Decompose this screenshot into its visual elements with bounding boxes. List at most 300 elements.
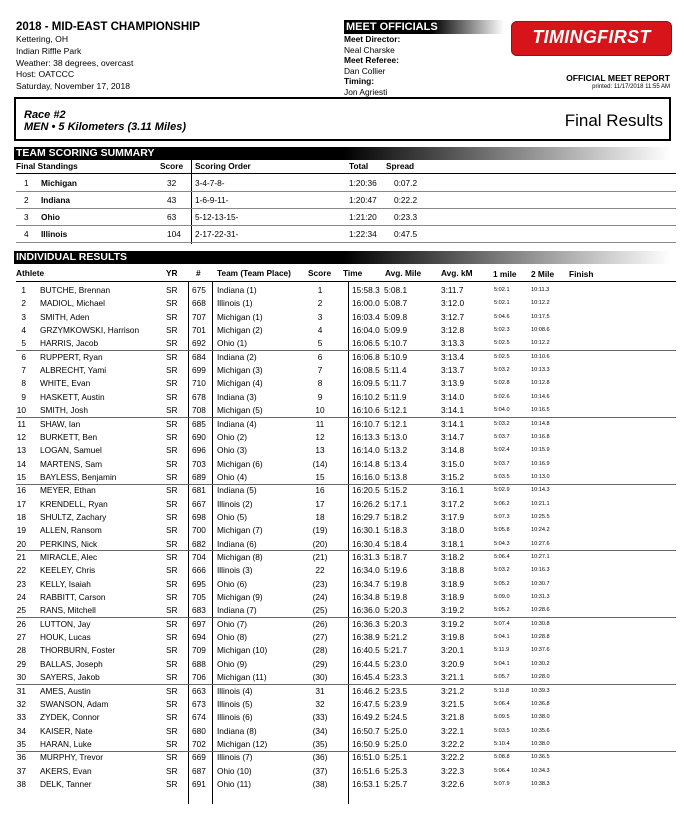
athlete-row	[0, 738, 684, 751]
athlete-avg-km: 3:18.8	[441, 565, 465, 576]
athlete-score: 8	[317, 378, 323, 389]
athlete-year: SR	[166, 405, 178, 416]
col-team-place: Team (Team Place)	[217, 268, 291, 278]
team-score: 43	[167, 195, 177, 205]
team-name: Michigan	[41, 178, 77, 188]
athlete-year: SR	[166, 592, 178, 603]
athlete-row	[0, 524, 684, 537]
athlete-place: 22	[16, 565, 26, 576]
athlete-2mile: 10:12.2	[531, 300, 550, 307]
col-avg-mile: Avg. Mile	[385, 268, 422, 278]
athlete-bib: 703	[192, 458, 206, 469]
athlete-score: 5	[317, 338, 323, 349]
athlete-year: SR	[166, 605, 178, 616]
team-row	[0, 192, 684, 209]
athlete-1mile: 5:02.5	[494, 340, 510, 347]
athlete-bib: 696	[192, 445, 206, 456]
team-scoring-order: 5-12-13-15-	[195, 212, 239, 222]
athlete-1mile: 5:05.2	[494, 607, 510, 614]
athlete-name: HOUK, Lucas	[40, 632, 91, 643]
athlete-avg-km: 3:21.1	[441, 672, 465, 683]
athlete-row	[0, 618, 684, 631]
athlete-year: SR	[166, 485, 178, 496]
athlete-2mile: 10:25.5	[531, 513, 550, 520]
athlete-row	[0, 658, 684, 671]
athlete-avg-mile: 5:25.1	[384, 752, 408, 763]
athlete-score: (19)	[312, 525, 328, 536]
athlete-row	[0, 751, 684, 764]
athlete-time: 16:14.8	[352, 458, 380, 469]
athlete-1mile: 5:11.9	[494, 647, 510, 654]
athlete-score: 13	[315, 445, 325, 456]
athlete-bib: 669	[192, 752, 206, 763]
athlete-year: SR	[166, 391, 178, 402]
team-row-rule	[16, 242, 676, 243]
athlete-score: (24)	[312, 592, 328, 603]
athlete-place: 30	[16, 672, 26, 683]
athlete-score: 6	[317, 351, 323, 362]
athlete-team: Illinois (5)	[217, 698, 253, 709]
athlete-2mile: 10:34.3	[531, 767, 550, 774]
athlete-avg-mile: 5:19.6	[384, 565, 408, 576]
athlete-place: 2	[21, 298, 26, 309]
logo-part2: FIRST	[597, 27, 651, 47]
athlete-avg-km: 3:21.2	[441, 685, 465, 696]
athlete-time: 16:10.6	[352, 405, 380, 416]
athlete-bib: 675	[192, 285, 206, 295]
athlete-year: SR	[166, 658, 178, 669]
athlete-place: 3	[21, 311, 26, 322]
athlete-score: (29)	[312, 658, 328, 669]
athlete-score: (27)	[312, 632, 328, 643]
athlete-team: Ohio (5)	[217, 511, 247, 522]
athlete-bib: 683	[192, 605, 206, 616]
meet-title: 2018 - MID-EAST CHAMPIONSHIP	[16, 21, 201, 33]
athlete-1mile: 5:07.3	[494, 513, 510, 520]
athlete-team: Illinois (1)	[217, 298, 253, 309]
athlete-bib: 668	[192, 298, 206, 309]
athlete-year: SR	[166, 498, 178, 509]
athlete-year: SR	[166, 672, 178, 683]
athlete-bib: 680	[192, 725, 206, 736]
athlete-year: SR	[166, 445, 178, 456]
athlete-bib: 702	[192, 738, 206, 749]
athlete-avg-km: 3:15.0	[441, 458, 465, 469]
athlete-score: (34)	[312, 725, 328, 736]
athlete-name: GRZYMKOWSKI, Harrison	[40, 325, 140, 336]
athlete-row	[0, 484, 684, 497]
athlete-bib: 704	[192, 552, 206, 562]
athlete-row	[0, 444, 684, 457]
meet-host: Host: OATCCC	[16, 69, 75, 80]
athlete-avg-km: 3:18.9	[441, 578, 465, 589]
athlete-year: SR	[166, 552, 178, 562]
athlete-avg-km: 3:14.7	[441, 431, 465, 442]
athlete-name: MEYER, Ethan	[40, 485, 96, 496]
athlete-bib: 700	[192, 525, 206, 536]
athlete-place: 36	[16, 752, 26, 763]
athlete-avg-mile: 5:25.0	[384, 725, 408, 736]
athlete-avg-mile: 5:23.5	[384, 685, 408, 696]
athlete-time: 16:20.5	[352, 485, 380, 496]
team-spread: 0:23.3	[394, 212, 418, 222]
athlete-name: DELK, Tanner	[40, 778, 92, 789]
athlete-name: LOGAN, Samuel	[40, 445, 102, 456]
athlete-year: SR	[166, 525, 178, 536]
official-meet-report-label: OFFICIAL MEET REPORT	[566, 73, 670, 83]
athlete-name: RABBITT, Carson	[40, 592, 106, 603]
team-spread: 0:22.2	[394, 195, 418, 205]
athlete-2mile: 10:38.0	[531, 740, 550, 747]
athlete-score: (35)	[312, 738, 328, 749]
team-spread: 0:07.2	[394, 178, 418, 188]
athlete-name: MIRACLE, Alec	[40, 552, 98, 562]
athlete-place: 15	[16, 471, 26, 482]
race-number: Race #2	[24, 109, 66, 121]
athlete-time: 16:36.0	[352, 605, 380, 616]
meet-city: Kettering, OH	[16, 34, 69, 44]
athlete-time: 16:44.5	[352, 658, 380, 669]
athlete-bib: 698	[192, 511, 206, 522]
athlete-place: 16	[16, 485, 26, 496]
athlete-time: 16:51.0	[352, 752, 380, 763]
athlete-avg-km: 3:13.9	[441, 378, 465, 389]
athlete-year: SR	[166, 378, 178, 389]
athlete-year: SR	[166, 752, 178, 763]
athlete-place: 9	[21, 391, 26, 402]
athlete-2mile: 10:14.6	[531, 393, 550, 400]
athlete-row	[0, 324, 684, 337]
athlete-row	[0, 725, 684, 738]
athlete-name: MADIOL, Michael	[40, 298, 106, 309]
athlete-bib: 667	[192, 498, 206, 509]
athlete-2mile: 10:35.6	[531, 727, 550, 734]
team-place: 1	[24, 178, 29, 188]
athlete-1mile: 5:04.1	[494, 660, 510, 667]
athlete-team: Michigan (7)	[217, 525, 263, 536]
athlete-team: Michigan (4)	[217, 378, 263, 389]
athlete-row	[0, 591, 684, 604]
athlete-place: 5	[21, 338, 26, 349]
athlete-team: Michigan (9)	[217, 592, 263, 603]
athlete-avg-km: 3:18.0	[441, 525, 465, 536]
athlete-place: 4	[21, 325, 26, 336]
athlete-avg-mile: 5:17.1	[384, 498, 408, 509]
athlete-avg-km: 3:13.3	[441, 338, 465, 349]
athlete-time: 16:13.3	[352, 431, 380, 442]
referee-name: Dan Collier	[344, 65, 386, 76]
athlete-name: AKERS, Evan	[40, 765, 92, 776]
athlete-avg-km: 3:14.1	[441, 405, 465, 416]
athlete-2mile: 10:31.3	[531, 594, 550, 601]
athlete-year: SR	[166, 511, 178, 522]
athlete-year: SR	[166, 418, 178, 429]
athlete-row	[0, 604, 684, 617]
officials-header: MEET OFFICIALS	[344, 20, 504, 34]
athlete-name: SMITH, Aden	[40, 311, 90, 322]
athlete-1mile: 5:04.0	[494, 407, 510, 414]
athlete-2mile: 10:10.6	[531, 353, 550, 360]
athlete-bib: 707	[192, 311, 206, 322]
athlete-row	[0, 711, 684, 724]
athlete-avg-mile: 5:20.3	[384, 618, 408, 629]
athlete-avg-km: 3:12.0	[441, 298, 465, 309]
athlete-place: 13	[16, 445, 26, 456]
team-scoring-order: 1-6-9-11-	[195, 195, 229, 205]
athlete-1mile: 5:02.4	[494, 447, 510, 454]
athlete-avg-mile: 5:23.0	[384, 658, 408, 669]
athlete-score: (20)	[312, 538, 328, 549]
athlete-avg-mile: 5:20.3	[384, 605, 408, 616]
athlete-time: 16:26.2	[352, 498, 380, 509]
athlete-name: BAYLESS, Benjamin	[40, 471, 117, 482]
athlete-avg-mile: 5:25.7	[384, 778, 408, 789]
athlete-score: 12	[315, 431, 325, 442]
athlete-place: 24	[16, 592, 26, 603]
athlete-place: 28	[16, 645, 26, 656]
athlete-year: SR	[166, 738, 178, 749]
athlete-place: 14	[16, 458, 26, 469]
team-score: 63	[167, 212, 177, 222]
col-yr: YR	[166, 268, 178, 278]
athlete-time: 16:53.1	[352, 778, 380, 789]
athlete-avg-km: 3:18.9	[441, 592, 465, 603]
col-2-mile: 2 Mile	[531, 269, 555, 279]
athlete-1mile: 5:08.8	[494, 754, 510, 761]
athlete-name: HARAN, Luke	[40, 738, 92, 749]
athlete-place: 34	[16, 725, 26, 736]
athlete-score: 32	[315, 698, 325, 709]
athlete-avg-km: 3:13.7	[441, 365, 465, 376]
athlete-place: 25	[16, 605, 26, 616]
col-bib: #	[196, 268, 201, 278]
athlete-bib: 682	[192, 538, 206, 549]
athlete-time: 16:08.5	[352, 365, 380, 376]
athlete-name: SHULTZ, Zachary	[40, 511, 107, 522]
meet-weather: Weather: 38 degrees, overcast	[16, 57, 134, 68]
athlete-1mile: 5:02.9	[494, 487, 510, 494]
athlete-score: (30)	[312, 672, 328, 683]
athlete-bib: 694	[192, 632, 206, 643]
athlete-place: 17	[16, 498, 26, 509]
athlete-avg-mile: 5:13.0	[384, 431, 408, 442]
athlete-score: 18	[315, 511, 325, 522]
athlete-avg-km: 3:14.0	[441, 391, 465, 402]
athlete-row	[0, 671, 684, 684]
athlete-avg-mile: 5:18.3	[384, 525, 408, 536]
athlete-team: Ohio (10)	[217, 765, 252, 776]
athlete-name: SAYERS, Jakob	[40, 672, 100, 683]
athlete-name: LUTTON, Jay	[40, 618, 91, 629]
athlete-2mile: 10:30.2	[531, 660, 550, 667]
athlete-avg-mile: 5:23.3	[384, 672, 408, 683]
athlete-1mile: 5:02.1	[494, 300, 510, 307]
athlete-row	[0, 404, 684, 417]
athlete-avg-mile: 5:24.5	[384, 712, 408, 723]
athlete-avg-km: 3:22.2	[441, 738, 465, 749]
athlete-avg-km: 3:19.2	[441, 618, 465, 629]
athlete-2mile: 10:36.5	[531, 754, 550, 761]
athlete-name: MARTENS, Sam	[40, 458, 103, 469]
athlete-year: SR	[166, 685, 178, 696]
athlete-2mile: 10:39.3	[531, 687, 550, 694]
athlete-1mile: 5:06.4	[494, 700, 510, 707]
athlete-team: Ohio (7)	[217, 618, 247, 629]
athlete-1mile: 5:06.2	[494, 500, 510, 507]
athlete-1mile: 5:03.7	[494, 460, 510, 467]
col-time: Time	[343, 268, 363, 278]
athlete-row	[0, 564, 684, 577]
athlete-team: Michigan (5)	[217, 405, 263, 416]
athlete-place: 19	[16, 525, 26, 536]
athlete-bib: 692	[192, 338, 206, 349]
athlete-year: SR	[166, 285, 178, 295]
athlete-2mile: 10:12.2	[531, 340, 550, 347]
athlete-name: HASKETT, Austin	[40, 391, 105, 402]
director-label: Meet Director:	[344, 34, 401, 44]
athlete-name: PERKINS, Nick	[40, 538, 98, 549]
team-total: 1:22:34	[349, 229, 377, 239]
athlete-2mile: 10:24.2	[531, 527, 550, 534]
athlete-team: Ohio (3)	[217, 445, 247, 456]
race-box	[14, 97, 671, 141]
athlete-row	[0, 284, 684, 297]
referee-label: Meet Referee:	[344, 55, 399, 66]
director-name: Neal Charske	[344, 44, 395, 55]
athlete-name: SWANSON, Adam	[40, 698, 109, 709]
athlete-avg-mile: 5:09.8	[384, 311, 408, 322]
timing-label: Timing:	[344, 76, 375, 87]
athlete-name: AMES, Austin	[40, 685, 91, 696]
athlete-avg-km: 3:19.2	[441, 605, 465, 616]
athlete-team: Illinois (6)	[217, 712, 253, 723]
athlete-row	[0, 311, 684, 324]
athlete-avg-km: 3:14.1	[441, 418, 465, 429]
athlete-1mile: 5:07.9	[494, 780, 510, 787]
athlete-name: ZYDEK, Connor	[40, 712, 100, 723]
athlete-avg-mile: 5:11.9	[384, 391, 407, 402]
individual-results-header: INDIVIDUAL RESULTS	[14, 251, 671, 264]
athlete-1mile: 5:02.8	[494, 380, 510, 387]
athlete-avg-mile: 5:13.4	[384, 458, 408, 469]
athlete-row	[0, 498, 684, 511]
athlete-2mile: 10:36.8	[531, 700, 550, 707]
athlete-bib: 697	[192, 618, 206, 629]
athlete-place: 27	[16, 632, 26, 643]
athlete-avg-mile: 5:12.1	[384, 405, 408, 416]
athlete-time: 16:09.5	[352, 378, 380, 389]
athlete-year: SR	[166, 351, 178, 362]
col-athlete: Athlete	[16, 268, 45, 278]
athlete-avg-mile: 5:12.1	[384, 418, 408, 429]
athlete-team: Michigan (10)	[217, 645, 268, 656]
athlete-score: (33)	[312, 712, 328, 723]
athlete-row	[0, 551, 684, 564]
athlete-score: (28)	[312, 645, 328, 656]
athlete-bib: 690	[192, 431, 206, 442]
team-score: 32	[167, 178, 177, 188]
athlete-team: Ohio (8)	[217, 632, 247, 643]
athlete-time: 16:10.2	[352, 391, 380, 402]
athlete-bib: 673	[192, 698, 206, 709]
athlete-name: RUPPERT, Ryan	[40, 351, 103, 362]
athlete-year: SR	[166, 458, 178, 469]
team-total: 1:20:47	[349, 195, 377, 205]
athlete-time: 16:38.9	[352, 632, 380, 643]
athlete-row	[0, 578, 684, 591]
athlete-team: Indiana (2)	[217, 351, 257, 362]
athlete-year: SR	[166, 698, 178, 709]
meet-venue: Indian Riffle Park	[16, 45, 82, 56]
athlete-score: 1	[317, 285, 323, 295]
athlete-name: KRENDELL, Ryan	[40, 498, 108, 509]
athlete-year: SR	[166, 725, 178, 736]
athlete-1mile: 5:11.8	[494, 687, 510, 694]
athlete-place: 23	[16, 578, 26, 589]
athlete-row	[0, 418, 684, 431]
athlete-row	[0, 765, 684, 778]
athlete-year: SR	[166, 712, 178, 723]
athlete-1mile: 5:03.5	[494, 727, 510, 734]
athlete-team: Michigan (11)	[217, 672, 267, 683]
athlete-time: 16:34.7	[352, 578, 380, 589]
athlete-score: 7	[317, 365, 323, 376]
athlete-score: 17	[315, 498, 325, 509]
meet-officials	[344, 20, 504, 98]
athlete-avg-km: 3:22.1	[441, 725, 465, 736]
athlete-row	[0, 431, 684, 444]
team-score: 104	[167, 229, 181, 239]
athlete-bib: 666	[192, 565, 206, 576]
athlete-avg-mile: 5:10.7	[384, 338, 408, 349]
athlete-avg-mile: 5:25.0	[384, 738, 408, 749]
team-name: Illinois	[41, 229, 68, 239]
athlete-1mile: 5:04.6	[494, 313, 510, 320]
athlete-avg-km: 3:13.4	[441, 351, 465, 362]
athlete-2mile: 10:37.6	[531, 647, 550, 654]
athlete-year: SR	[166, 565, 178, 576]
athlete-1mile: 5:05.2	[494, 580, 510, 587]
col-spread: Spread	[386, 161, 415, 171]
athlete-place: 38	[16, 778, 26, 789]
athlete-team: Indiana (8)	[217, 725, 257, 736]
athlete-bib: 699	[192, 365, 206, 376]
athlete-place: 37	[16, 765, 26, 776]
athlete-2mile: 10:16.5	[531, 407, 550, 414]
athlete-score: (25)	[312, 605, 328, 616]
athlete-1mile: 5:09.0	[494, 594, 510, 601]
athlete-2mile: 10:14.3	[531, 487, 550, 494]
athlete-team: Michigan (1)	[217, 311, 263, 322]
athlete-score: 16	[315, 485, 325, 496]
team-name: Ohio	[41, 212, 60, 222]
athlete-time: 16:04.0	[352, 325, 380, 336]
athlete-year: SR	[166, 338, 178, 349]
athlete-1mile: 5:06.4	[494, 554, 510, 560]
athlete-avg-km: 3:14.8	[441, 445, 465, 456]
athlete-2mile: 10:38.3	[531, 780, 550, 787]
athlete-avg-km: 3:12.7	[441, 311, 465, 322]
athlete-team: Indiana (5)	[217, 485, 257, 496]
athlete-avg-km: 3:22.2	[441, 752, 465, 763]
athlete-time: 16:34.0	[352, 565, 380, 576]
athlete-2mile: 10:08.6	[531, 327, 550, 334]
athlete-name: SMITH, Josh	[40, 405, 88, 416]
athlete-score: (23)	[312, 578, 328, 589]
athlete-1mile: 5:06.4	[494, 767, 510, 774]
athlete-avg-mile: 5:25.3	[384, 765, 408, 776]
athlete-1mile: 5:07.4	[494, 620, 510, 627]
